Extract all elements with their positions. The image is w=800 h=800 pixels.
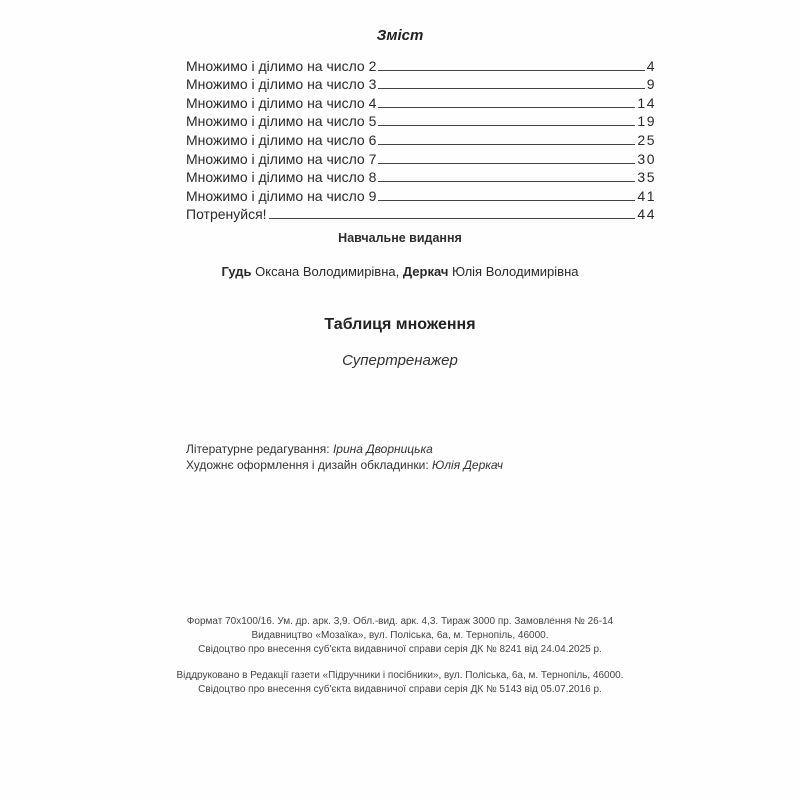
toc-title: Зміст <box>376 27 424 44</box>
author1-surname: Гудь <box>221 264 252 279</box>
toc-entry <box>186 92 656 111</box>
imprint-printer-line: Віддруковано в Редакції газети «Підручники і посібники», вул. Поліська, 6а, м. Тернопіль, 46000. <box>176 670 624 681</box>
toc-entry <box>186 185 656 204</box>
toc-entry-page: 30 <box>637 150 656 167</box>
toc-entry-label: Множимо і ділимо на число 7 <box>186 150 377 167</box>
design-credit <box>186 457 503 473</box>
toc-leader-line <box>378 106 635 108</box>
editing-label: Літературне редагування: <box>186 442 333 456</box>
toc-leader-line <box>378 69 644 71</box>
toc-leader-line <box>378 180 635 182</box>
author1-name: Оксана Володимирівна, <box>251 264 403 279</box>
toc-leader-line <box>378 162 635 164</box>
design-name: Юлія Деркач <box>432 458 504 472</box>
book-title: Таблиця множення <box>324 316 476 333</box>
imprint-printer-license-line: Свідоцтво про внесення суб'єкта видавничої справи серія ДК № 5143 від 05.07.2016 р. <box>198 684 602 695</box>
toc-entry <box>186 204 656 223</box>
editing-name: Ірина Дворницька <box>332 442 433 456</box>
credits <box>186 441 503 473</box>
toc-entry <box>186 148 656 167</box>
imprint <box>0 615 800 697</box>
toc-entry-page: 44 <box>637 206 656 223</box>
toc-leader-line <box>378 124 635 126</box>
toc-entry-label: Множимо і ділимо на число 5 <box>186 113 377 130</box>
authors-line <box>0 264 800 279</box>
toc-leader-line <box>269 217 636 219</box>
toc-entry <box>186 74 656 93</box>
author2-surname: Деркач <box>402 264 449 279</box>
toc-leader-line <box>378 87 644 89</box>
toc-entry-label: Потренуйся! <box>186 206 267 223</box>
toc-leader-line <box>378 199 635 201</box>
table-of-contents <box>186 55 656 222</box>
toc-entry-label: Множимо і ділимо на число 6 <box>186 131 377 148</box>
design-label: Художнє оформлення і дизайн обкладинки: <box>186 458 433 472</box>
toc-entry-page: 4 <box>646 57 656 74</box>
toc-entry-page: 9 <box>646 76 656 93</box>
toc-entry-label: Множимо і ділимо на число 8 <box>186 169 377 186</box>
toc-entry-page: 25 <box>637 131 656 148</box>
toc-entry <box>186 55 656 74</box>
toc-entry-label: Множимо і ділимо на число 4 <box>186 94 377 111</box>
book-subtitle: Супертренажер <box>342 352 458 369</box>
toc-entry <box>186 111 656 130</box>
imprint-publisher-line: Видавництво «Мозаїка», вул. Поліська, 6а, м. Тернопіль, 46000. <box>251 630 549 641</box>
editing-credit <box>186 441 503 457</box>
toc-entry-page: 19 <box>637 113 656 130</box>
toc-entry <box>186 167 656 186</box>
toc-entry-label: Множимо і ділимо на число 2 <box>186 57 377 74</box>
toc-entry-page: 14 <box>637 94 656 111</box>
imprint-license-line: Свідоцтво про внесення суб'єкта видавничої справи серія ДК № 8241 від 24.04.2025 р. <box>198 644 602 655</box>
toc-entry <box>186 129 656 148</box>
toc-entry-page: 41 <box>637 187 656 204</box>
toc-leader-line <box>378 143 635 145</box>
toc-entry-label: Множимо і ділимо на число 3 <box>186 76 377 93</box>
toc-entry-page: 35 <box>637 169 656 186</box>
imprint-spacer <box>0 657 800 669</box>
edition-type: Навчальне видання <box>338 231 462 245</box>
toc-entry-label: Множимо і ділимо на число 9 <box>186 187 377 204</box>
imprint-format-line: Формат 70x100/16. Ум. др. арк. 3,9. Обл.-вид. арк. 4,3. Тираж 3000 пр. Замовлення № 26-14 <box>186 616 614 627</box>
author2-name: Юлія Володимирівна <box>448 264 579 279</box>
